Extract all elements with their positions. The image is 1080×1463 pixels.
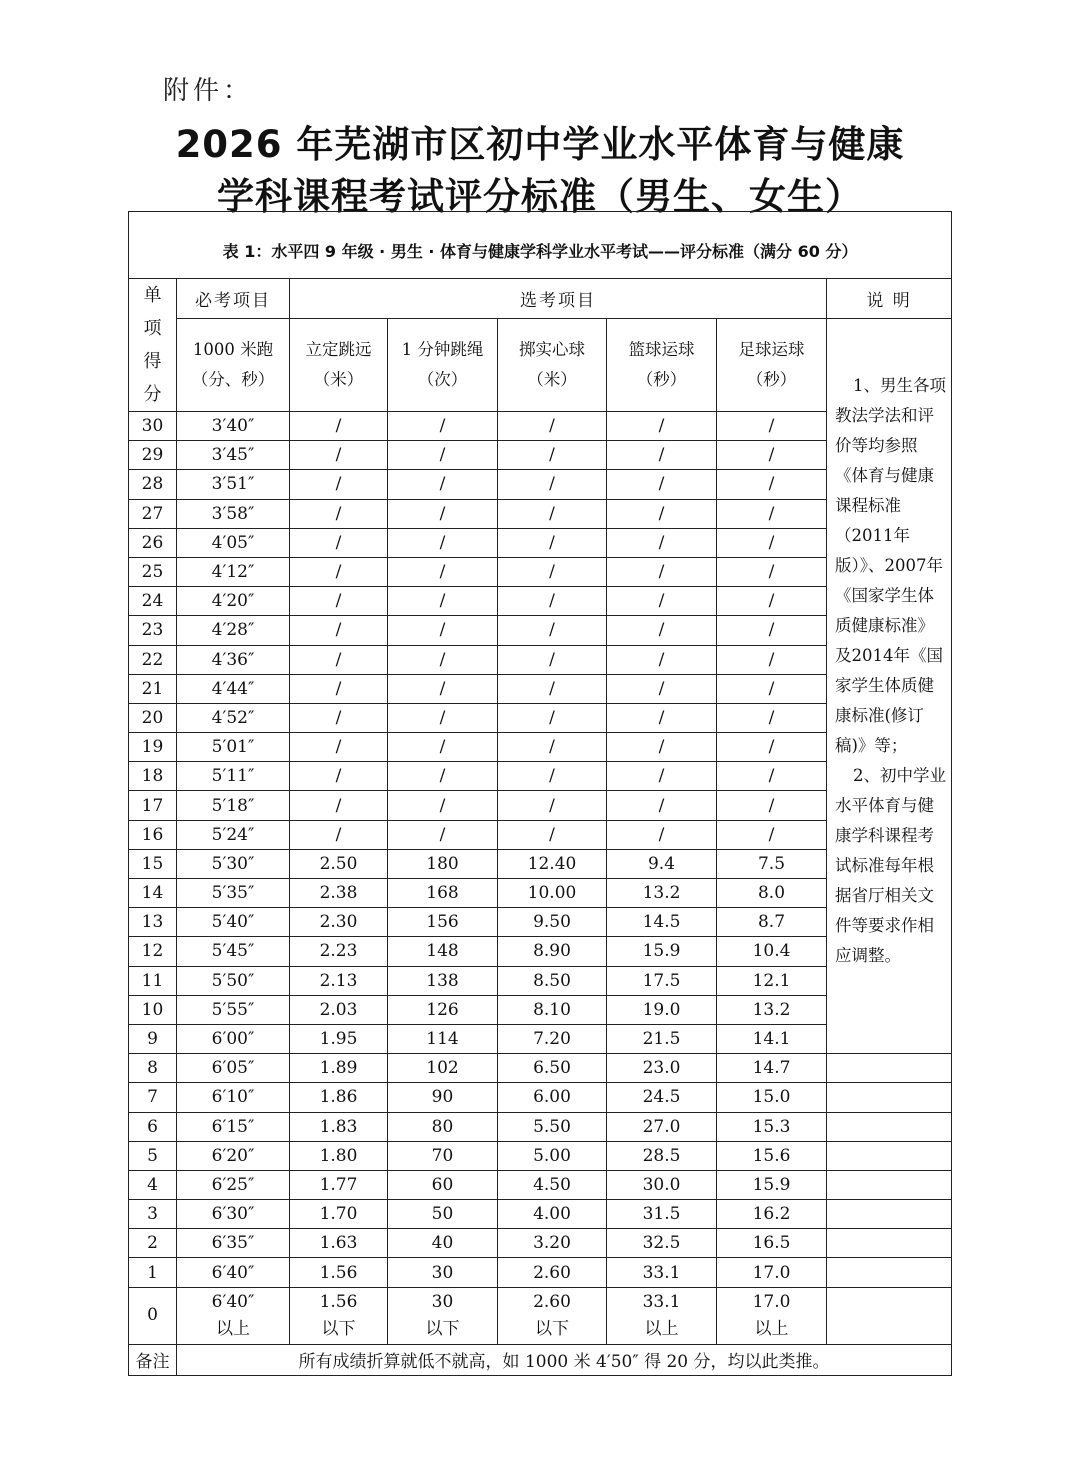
table-caption: 表 1：水平四 9 年级 · 男生 · 体育与健康学科学业水平考试——评分标准（满分 60 分） [129, 212, 952, 279]
column-header-long-jump: 立定跳远 （米） [290, 319, 388, 412]
page-title-line-2: 学科课程考试评分标准（男生、女生） [217, 175, 863, 218]
table-row [129, 1200, 952, 1229]
cell-basketball: 28.5 [607, 1141, 717, 1170]
cell-run-1000m: 6′35″ [177, 1229, 290, 1258]
cell-run-1000m: 6′30″ [177, 1200, 290, 1229]
cell-score: 21 [129, 674, 177, 703]
cell-basketball: / [607, 499, 717, 528]
cell-long-jump: / [290, 441, 388, 470]
table-row [129, 1141, 952, 1170]
cell-score: 8 [129, 1054, 177, 1083]
cell-football: / [717, 645, 827, 674]
cell-basketball: 30.0 [607, 1170, 717, 1199]
cell-rope-skipping: 70 [388, 1141, 498, 1170]
cell-medicine-ball: 4.00 [498, 1200, 607, 1229]
cell-football: 8.7 [717, 908, 827, 937]
cell-score: 0 [129, 1287, 177, 1344]
cell-basketball: 21.5 [607, 1024, 717, 1053]
cell-run-1000m: 3′40″ [177, 412, 290, 441]
table-row [129, 1258, 952, 1287]
cell-long-jump: 2.38 [290, 879, 388, 908]
notes-empty-cell [827, 1200, 952, 1229]
cell-score: 29 [129, 441, 177, 470]
score-header-char: 单 [143, 285, 162, 306]
cell-rope-skipping: / [388, 470, 498, 499]
cell-rope-skipping: 80 [388, 1112, 498, 1141]
cell-basketball: / [607, 791, 717, 820]
cell-run-1000m: 5′40″ [177, 908, 290, 937]
cell-football: / [717, 470, 827, 499]
cell-medicine-ball: / [498, 703, 607, 732]
cell-run-1000m: 5′55″ [177, 995, 290, 1024]
cell-basketball: 24.5 [607, 1083, 717, 1112]
cell-long-jump: 1.70 [290, 1200, 388, 1229]
cell-run-1000m: 5′45″ [177, 937, 290, 966]
cell-rope-skipping: / [388, 762, 498, 791]
cell-rope-skipping: 50 [388, 1200, 498, 1229]
cell-rope-skipping: 168 [388, 879, 498, 908]
cell-score: 17 [129, 791, 177, 820]
cell-medicine-ball: / [498, 412, 607, 441]
cell-score: 26 [129, 528, 177, 557]
cell-rope-skipping: 138 [388, 966, 498, 995]
cell-run-1000m: 6′05″ [177, 1054, 290, 1083]
cell-football: / [717, 557, 827, 586]
cell-run-1000m: 4′12″ [177, 557, 290, 586]
cell-long-jump: / [290, 820, 388, 849]
cell-medicine-ball: 6.00 [498, 1083, 607, 1112]
cell-rope-skipping: 30 [388, 1258, 498, 1287]
notes-empty-cell [827, 1112, 952, 1141]
cell-rope-skipping: / [388, 499, 498, 528]
cell-rope-skipping: / [388, 441, 498, 470]
remark-row [129, 1344, 952, 1375]
cell-long-jump: 1.80 [290, 1141, 388, 1170]
cell-run-1000m: 6′40″ [177, 1258, 290, 1287]
notes-empty-cell [827, 1141, 952, 1170]
cell-football: / [717, 616, 827, 645]
cell-long-jump: / [290, 616, 388, 645]
cell-run-1000m: 6′20″ [177, 1141, 290, 1170]
column-header-medicine-ball: 掷实心球 （米） [498, 319, 607, 412]
cell-football: 15.0 [717, 1083, 827, 1112]
score-header-char: 分 [143, 384, 162, 405]
cell-medicine-ball: 8.90 [498, 937, 607, 966]
score-header-char: 得 [143, 351, 162, 372]
column-header-1000m: 1000 米跑 （分、秒） [177, 319, 290, 412]
cell-score: 1 [129, 1258, 177, 1287]
cell-score: 25 [129, 557, 177, 586]
cell-basketball: 33.1 [607, 1258, 717, 1287]
cell-basketball: / [607, 412, 717, 441]
cell-rope-skipping: 126 [388, 995, 498, 1024]
cell-medicine-ball: 5.50 [498, 1112, 607, 1141]
cell-medicine-ball: / [498, 791, 607, 820]
table-row [129, 1083, 952, 1112]
cell-score: 15 [129, 849, 177, 878]
cell-football: / [717, 499, 827, 528]
cell-score: 27 [129, 499, 177, 528]
cell-score: 6 [129, 1112, 177, 1141]
attachment-label: 附件： [163, 76, 254, 106]
cell-score: 5 [129, 1141, 177, 1170]
cell-rope-skipping: 148 [388, 937, 498, 966]
cell-basketball: 15.9 [607, 937, 717, 966]
cell-score: 22 [129, 645, 177, 674]
remark-label: 备注 [129, 1344, 177, 1375]
cell-medicine-ball: / [498, 674, 607, 703]
cell-score: 3 [129, 1200, 177, 1229]
cell-medicine-ball: 3.20 [498, 1229, 607, 1258]
cell-football: 8.0 [717, 879, 827, 908]
notes-empty-cell [827, 1054, 952, 1083]
cell-football: 7.5 [717, 849, 827, 878]
cell-run-1000m: 4′52″ [177, 703, 290, 732]
cell-rope-skipping: 30 以下 [388, 1287, 498, 1344]
cell-long-jump: / [290, 587, 388, 616]
cell-basketball: / [607, 616, 717, 645]
cell-score: 14 [129, 879, 177, 908]
cell-long-jump: 1.86 [290, 1083, 388, 1112]
cell-basketball: 19.0 [607, 995, 717, 1024]
note-2: 2、初中学业水平体育与健康学科课程考试标准每年根据省厅相关文件等要求作相应调整。 [835, 766, 946, 965]
cell-football: 16.5 [717, 1229, 827, 1258]
cell-long-jump: 2.30 [290, 908, 388, 937]
cell-basketball: 9.4 [607, 849, 717, 878]
cell-run-1000m: 3′51″ [177, 470, 290, 499]
cell-football: / [717, 762, 827, 791]
cell-rope-skipping: / [388, 645, 498, 674]
cell-run-1000m: 3′58″ [177, 499, 290, 528]
cell-score: 7 [129, 1083, 177, 1112]
cell-rope-skipping: / [388, 587, 498, 616]
cell-football: / [717, 441, 827, 470]
cell-run-1000m: 4′44″ [177, 674, 290, 703]
cell-run-1000m: 6′00″ [177, 1024, 290, 1053]
cell-basketball: / [607, 703, 717, 732]
cell-basketball: / [607, 674, 717, 703]
cell-run-1000m: 5′24″ [177, 820, 290, 849]
cell-medicine-ball: 6.50 [498, 1054, 607, 1083]
cell-rope-skipping: / [388, 528, 498, 557]
cell-long-jump: / [290, 528, 388, 557]
notes-empty-cell [827, 1229, 952, 1258]
cell-basketball: 17.5 [607, 966, 717, 995]
cell-rope-skipping: 40 [388, 1229, 498, 1258]
table-row [129, 1112, 952, 1141]
cell-run-1000m: 4′20″ [177, 587, 290, 616]
cell-rope-skipping: 102 [388, 1054, 498, 1083]
cell-medicine-ball: 8.50 [498, 966, 607, 995]
cell-run-1000m: 6′15″ [177, 1112, 290, 1141]
cell-medicine-ball: 5.00 [498, 1141, 607, 1170]
cell-medicine-ball: / [498, 645, 607, 674]
cell-run-1000m: 5′50″ [177, 966, 290, 995]
cell-long-jump: / [290, 470, 388, 499]
notes-empty-cell [827, 1258, 952, 1287]
cell-score: 19 [129, 733, 177, 762]
cell-football: / [717, 791, 827, 820]
score-header-char: 项 [143, 318, 162, 339]
cell-basketball: / [607, 528, 717, 557]
notes-empty-cell [827, 1287, 952, 1344]
cell-score: 9 [129, 1024, 177, 1053]
cell-football: 12.1 [717, 966, 827, 995]
cell-long-jump: 1.89 [290, 1054, 388, 1083]
cell-rope-skipping: 60 [388, 1170, 498, 1199]
cell-basketball: / [607, 762, 717, 791]
cell-long-jump: / [290, 412, 388, 441]
remark-text: 所有成绩折算就低不就高，如 1000 米 4′50″ 得 20 分，均以此类推。 [177, 1344, 952, 1375]
cell-run-1000m: 5′18″ [177, 791, 290, 820]
cell-run-1000m: 6′40″ 以上 [177, 1287, 290, 1344]
cell-basketball: 32.5 [607, 1229, 717, 1258]
cell-basketball: / [607, 645, 717, 674]
cell-basketball: 23.0 [607, 1054, 717, 1083]
cell-rope-skipping: / [388, 820, 498, 849]
score-column-header [129, 279, 177, 412]
page-title-line-1: 2026 年芜湖市区初中学业水平体育与健康 [175, 123, 905, 166]
cell-rope-skipping: / [388, 412, 498, 441]
cell-run-1000m: 6′25″ [177, 1170, 290, 1199]
cell-football: / [717, 733, 827, 762]
cell-medicine-ball: / [498, 587, 607, 616]
cell-score: 28 [129, 470, 177, 499]
cell-score: 23 [129, 616, 177, 645]
cell-run-1000m: 6′10″ [177, 1083, 290, 1112]
cell-football: 15.9 [717, 1170, 827, 1199]
notes-cell [827, 319, 952, 1054]
cell-football: / [717, 412, 827, 441]
cell-score: 2 [129, 1229, 177, 1258]
cell-score: 16 [129, 820, 177, 849]
cell-long-jump: 2.03 [290, 995, 388, 1024]
cell-football: / [717, 528, 827, 557]
cell-basketball: 14.5 [607, 908, 717, 937]
cell-football: / [717, 587, 827, 616]
cell-medicine-ball: / [498, 820, 607, 849]
cell-basketball: 31.5 [607, 1200, 717, 1229]
cell-medicine-ball: / [498, 557, 607, 586]
cell-run-1000m: 5′11″ [177, 762, 290, 791]
cell-football: 14.1 [717, 1024, 827, 1053]
cell-score: 18 [129, 762, 177, 791]
cell-basketball: 13.2 [607, 879, 717, 908]
cell-basketball: / [607, 441, 717, 470]
cell-rope-skipping: / [388, 733, 498, 762]
cell-long-jump: / [290, 499, 388, 528]
cell-run-1000m: 3′45″ [177, 441, 290, 470]
cell-basketball: / [607, 470, 717, 499]
cell-long-jump: / [290, 703, 388, 732]
cell-long-jump: 2.13 [290, 966, 388, 995]
cell-basketball: / [607, 587, 717, 616]
cell-football: 15.6 [717, 1141, 827, 1170]
cell-rope-skipping: / [388, 557, 498, 586]
cell-long-jump: / [290, 791, 388, 820]
cell-medicine-ball: 10.00 [498, 879, 607, 908]
cell-long-jump: 1.63 [290, 1229, 388, 1258]
table-row [129, 1054, 952, 1083]
cell-basketball: / [607, 820, 717, 849]
cell-run-1000m: 5′30″ [177, 849, 290, 878]
notes-empty-cell [827, 1083, 952, 1112]
cell-football: 15.3 [717, 1112, 827, 1141]
cell-basketball: 33.1 以上 [607, 1287, 717, 1344]
cell-medicine-ball: / [498, 616, 607, 645]
cell-score: 10 [129, 995, 177, 1024]
column-header-football: 足球运球 （秒） [717, 319, 827, 412]
table-row [129, 1170, 952, 1199]
cell-long-jump: 1.56 以下 [290, 1287, 388, 1344]
cell-long-jump: 1.95 [290, 1024, 388, 1053]
cell-medicine-ball: 9.50 [498, 908, 607, 937]
cell-medicine-ball: 12.40 [498, 849, 607, 878]
cell-long-jump: 1.83 [290, 1112, 388, 1141]
cell-score: 11 [129, 966, 177, 995]
cell-rope-skipping: 90 [388, 1083, 498, 1112]
cell-medicine-ball: / [498, 733, 607, 762]
required-items-header: 必考项目 [177, 279, 290, 319]
cell-medicine-ball: / [498, 441, 607, 470]
cell-run-1000m: 4′05″ [177, 528, 290, 557]
table-row [129, 1229, 952, 1258]
cell-football: 16.2 [717, 1200, 827, 1229]
cell-medicine-ball: 7.20 [498, 1024, 607, 1053]
cell-long-jump: / [290, 733, 388, 762]
cell-long-jump: 2.23 [290, 937, 388, 966]
notes-header: 说 明 [827, 279, 952, 319]
cell-long-jump: / [290, 674, 388, 703]
cell-rope-skipping: 156 [388, 908, 498, 937]
cell-football: 17.0 [717, 1258, 827, 1287]
elective-items-header: 选考项目 [290, 279, 827, 319]
cell-medicine-ball: / [498, 528, 607, 557]
cell-basketball: 27.0 [607, 1112, 717, 1141]
note-1: 1、男生各项教法学法和评价等均参照《体育与健康课程标准（2011年版）》、2007年《国家学生体质健康标准》及2014年《国家学生体质健康标准(修订稿)》等； [835, 376, 946, 755]
cell-long-jump: 1.56 [290, 1258, 388, 1287]
cell-rope-skipping: / [388, 674, 498, 703]
column-header-rope-skipping: 1 分钟跳绳 （次） [388, 319, 498, 412]
cell-football: / [717, 820, 827, 849]
cell-football: 10.4 [717, 937, 827, 966]
cell-score: 12 [129, 937, 177, 966]
cell-rope-skipping: / [388, 616, 498, 645]
table-row-zero [129, 1287, 952, 1344]
cell-score: 24 [129, 587, 177, 616]
cell-medicine-ball: / [498, 470, 607, 499]
cell-run-1000m: 5′35″ [177, 879, 290, 908]
cell-basketball: / [607, 557, 717, 586]
cell-run-1000m: 4′28″ [177, 616, 290, 645]
cell-run-1000m: 4′36″ [177, 645, 290, 674]
cell-score: 20 [129, 703, 177, 732]
cell-run-1000m: 5′01″ [177, 733, 290, 762]
cell-medicine-ball: 8.10 [498, 995, 607, 1024]
cell-score: 30 [129, 412, 177, 441]
cell-medicine-ball: 2.60 以下 [498, 1287, 607, 1344]
cell-medicine-ball: / [498, 762, 607, 791]
cell-score: 4 [129, 1170, 177, 1199]
cell-football: 14.7 [717, 1054, 827, 1083]
scoring-table [128, 211, 952, 1376]
cell-long-jump: / [290, 557, 388, 586]
cell-long-jump: 2.50 [290, 849, 388, 878]
cell-medicine-ball: / [498, 499, 607, 528]
cell-medicine-ball: 2.60 [498, 1258, 607, 1287]
cell-long-jump: / [290, 762, 388, 791]
column-header-basketball: 篮球运球 （秒） [607, 319, 717, 412]
cell-rope-skipping: / [388, 791, 498, 820]
cell-long-jump: 1.77 [290, 1170, 388, 1199]
cell-score: 13 [129, 908, 177, 937]
cell-rope-skipping: 114 [388, 1024, 498, 1053]
cell-rope-skipping: 180 [388, 849, 498, 878]
cell-rope-skipping: / [388, 703, 498, 732]
cell-football: 17.0 以上 [717, 1287, 827, 1344]
cell-long-jump: / [290, 645, 388, 674]
cell-football: / [717, 703, 827, 732]
cell-medicine-ball: 4.50 [498, 1170, 607, 1199]
cell-basketball: / [607, 733, 717, 762]
cell-football: 13.2 [717, 995, 827, 1024]
notes-empty-cell [827, 1170, 952, 1199]
cell-football: / [717, 674, 827, 703]
